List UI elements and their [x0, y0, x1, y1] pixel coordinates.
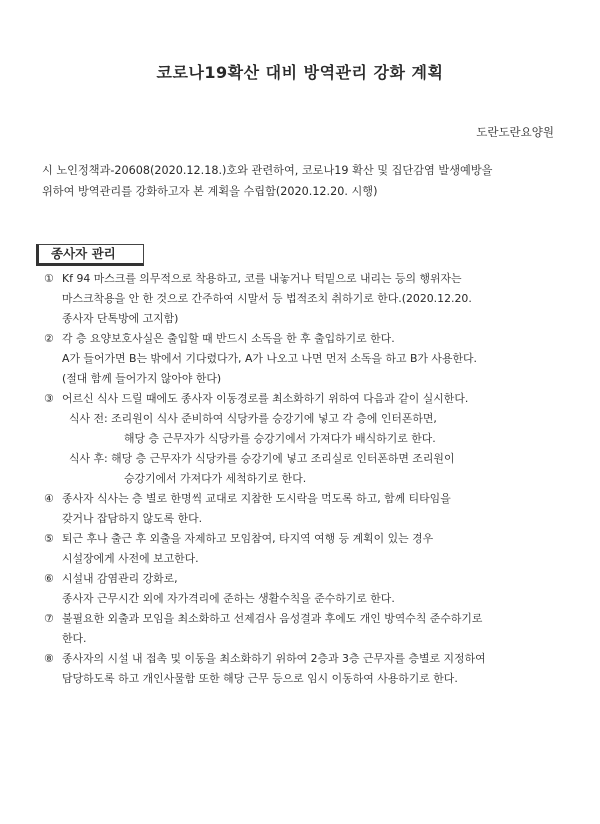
intro-line: 시 노인정책과-20608(2020.12.18.)호와 관련하여, 코로나19 확산 및 집단감염 발생예방을 [42, 164, 493, 177]
item-text: 해당 층 근무자가 식당카를 승강기에서 가져다가 배식하기로 한다. [124, 432, 436, 445]
list-item [44, 569, 564, 609]
item-text: 식사 전: 조리원이 식사 준비하여 식당카를 승강기에 넣고 각 층에 인터폰하면, [69, 412, 437, 425]
item-text: 승강기에서 가져다가 세척하기로 한다. [124, 472, 307, 485]
item-text: 시설내 감염관리 강화로, [62, 572, 178, 585]
item-text: 마스크착용을 안 한 것으로 간주하여 시말서 등 법적조치 취하기로 한다.(2020.12.20. [62, 292, 472, 305]
list-item [44, 649, 564, 689]
item-text: 한다. [62, 632, 87, 645]
list-item [44, 489, 564, 529]
item-text: 갖거나 잡담하지 않도록 한다. [62, 512, 203, 525]
item-text: 식사 후: 해당 층 근무자가 식당카를 승강기에 넣고 조리실로 인터폰하면 조리원이 [69, 452, 455, 465]
item-number: ⑤ [44, 532, 54, 545]
item-text: 불필요한 외출과 모임을 최소화하고 선제검사 음성결과 후에도 개인 방역수칙 준수하기로 [62, 612, 483, 625]
item-text: A가 들어가면 B는 밖에서 기다렸다가, A가 나오고 나면 먼저 소독을 하고 B가 사용한다. [62, 352, 477, 365]
item-text: 종사자의 시설 내 접촉 및 이동을 최소화하기 위하여 2층과 3층 근무자를 층별로 지정하여 [62, 652, 486, 665]
item-text: Kf 94 마스크를 의무적으로 착용하고, 코를 내놓거나 턱밑으로 내리는 등의 행위자는 [62, 272, 462, 285]
section-heading: 종사자 관리 [36, 244, 144, 266]
list-item [44, 529, 564, 569]
item-text: (절대 함께 들어가지 않아야 한다) [62, 372, 222, 385]
item-number: ⑥ [44, 572, 54, 585]
item-text: 종사자 식사는 층 별로 한명씩 교대로 지참한 도시락을 먹도록 하고, 함께 티타임을 [62, 492, 451, 505]
list-item [44, 609, 564, 649]
item-text: 종사자 단톡방에 고지함) [62, 312, 179, 325]
intro-line: 위하여 방역관리를 강화하고자 본 계획을 수립함(2020.12.20. 시행) [42, 185, 378, 198]
list-item [44, 269, 564, 329]
item-text: 시설장에게 사전에 보고한다. [62, 552, 199, 565]
item-text: 종사자 근무시간 외에 자가격리에 준하는 생활수칙을 준수하기로 한다. [62, 592, 395, 605]
item-number: ④ [44, 492, 54, 505]
document-title: 코로나19확산 대비 방역관리 강화 계획 [156, 63, 444, 82]
intro-paragraph [42, 160, 562, 202]
item-number: ① [44, 272, 54, 285]
organization-name: 도란도란요양원 [476, 125, 554, 139]
list-item [44, 329, 564, 389]
item-text: 어르신 식사 드릴 때에도 종사자 이동경로를 최소화하기 위하여 다음과 같이 실시한다. [62, 392, 469, 405]
item-number: ⑧ [44, 652, 54, 665]
item-text: 담당하도록 하고 개인사물함 또한 해당 근무 등으로 임시 이동하여 사용하기로 한다. [62, 672, 458, 685]
item-number: ⑦ [44, 612, 54, 625]
item-number: ② [44, 332, 54, 345]
item-text: 각 층 요양보호사실은 출입할 때 반드시 소독을 한 후 출입하기로 한다. [62, 332, 395, 345]
list-item [44, 389, 564, 489]
staff-rules-list [44, 269, 564, 689]
item-text: 퇴근 후나 출근 후 외출을 자제하고 모임참여, 타지역 여행 등 계획이 있는 경우 [62, 532, 434, 545]
item-number: ③ [44, 392, 54, 405]
